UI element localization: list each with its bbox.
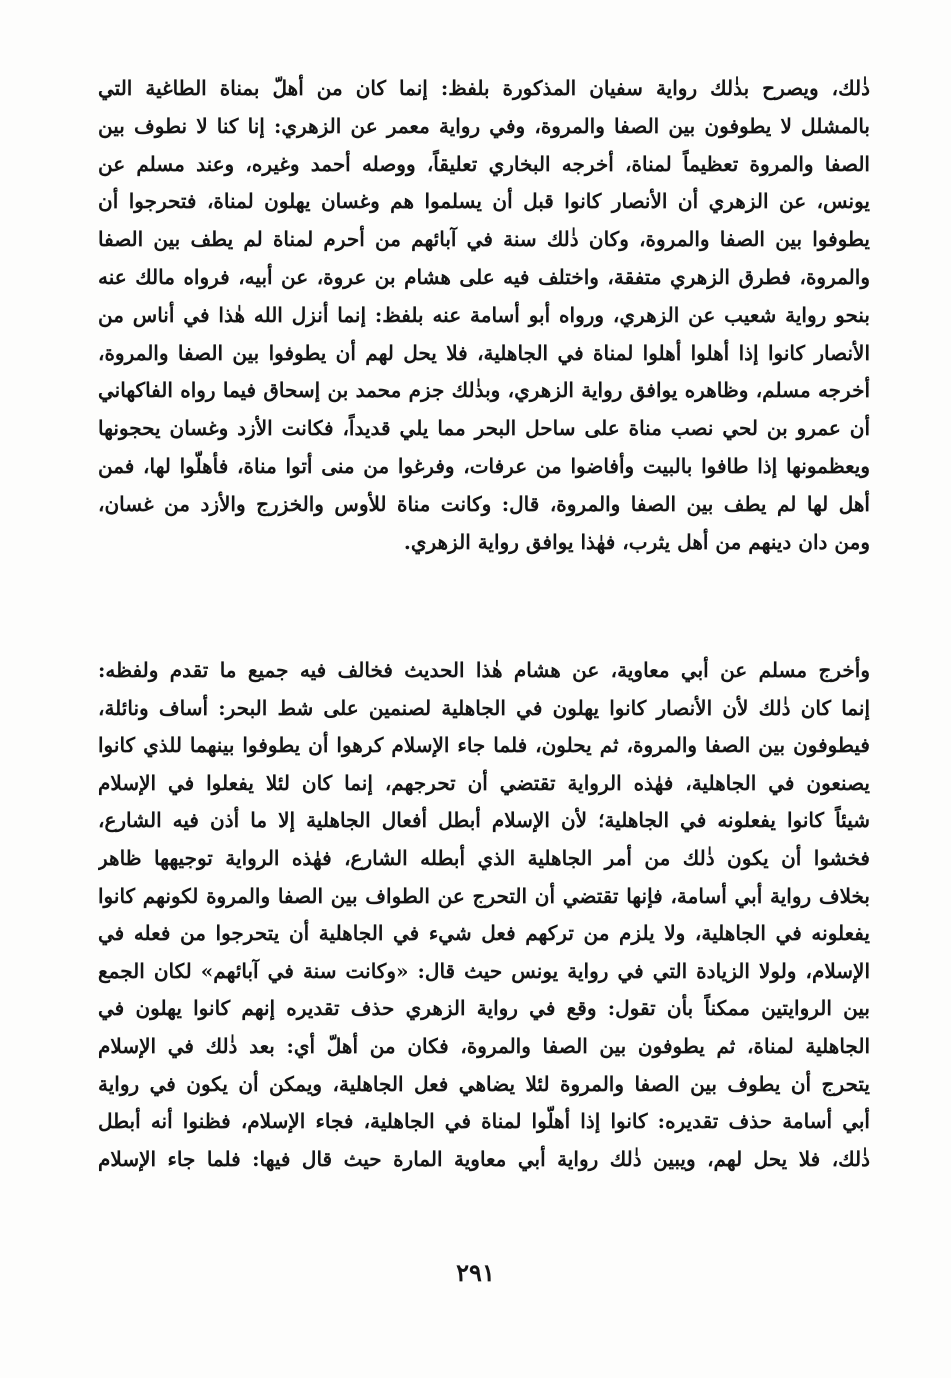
text-line: أخرجه مسلم، وظاهره يوافق رواية الزهري، وبذٰلك جزم محمد بن إسحاق فيما رواه الفاكهاني <box>98 378 870 403</box>
text-line: فيطوفون بين الصفا والمروة، ثم يحلون، فلما جاء الإسلام كرهوا أن يطوفوا بينهما للذي كانوا <box>98 733 870 758</box>
page-number: ٢٩١ <box>456 1258 495 1287</box>
text-line: بين الروايتين ممكناً بأن تقول: وقع في رواية الزهري حذف تقديره إنهم كانوا يهلون في <box>98 996 870 1021</box>
text-line: أبي أسامة حذف تقديره: كانوا إذا أهلّوا لمناة في الجاهلية، فجاء الإسلام، فظنوا أنه أبطل <box>98 1109 870 1134</box>
text-line: أن عمرو بن لحي نصب مناة على ساحل البحر مما يلي قديداً، فكانت الأزد وغسان يحجونها <box>98 416 870 441</box>
text-line: ذٰلك، فلا يحل لهم، ويبين ذٰلك رواية أبي معاوية المارة حيث قال فيها: فلما جاء الإسلام <box>98 1146 870 1171</box>
paragraph-2 <box>98 652 870 1178</box>
text-line: الصفا والمروة تعظيماً لمناة، أخرجه البخاري تعليقاً، ووصله أحمد وغيره، وعند مسلم عن <box>98 151 870 176</box>
text-line: بالمشلل لا يطوفون بين الصفا والمروة، وفي رواية معمر عن الزهري: إنا كنا لا نطوف بين <box>98 113 870 138</box>
text-line: يتحرج أن يطوف بين الصفا والمروة لئلا يضاهي فعل الجاهلية، ويمكن أن يكون في رواية <box>98 1071 870 1096</box>
text-line: أهل لها لم يطف بين الصفا والمروة، قال: وكانت مناة للأوس والخزرج والأزد من غسان، <box>98 491 870 516</box>
text-line: يفعلونه في الجاهلية، ولا يلزم من تركهم فعل شيء في الجاهلية أن يتحرجوا من فعله في <box>98 921 870 946</box>
text-line: فخشوا أن يكون ذٰلك من أمر الجاهلية الذي أبطله الشارع، فهٰذه الرواية توجيهها ظاهر <box>98 845 870 870</box>
text-line: إنما كان ذٰلك لأن الأنصار كانوا يهلون في الجاهلية لصنمين على شط البحر: أساف ونائلة، <box>98 695 870 720</box>
text-line: يصنعون في الجاهلية، فهٰذه الرواية تقتضي أن تحرجهم، إنما كان لئلا يفعلوا في الإسلام <box>98 770 870 795</box>
paragraph-1 <box>98 70 870 561</box>
text-line: شيئاً كانوا يفعلونه في الجاهلية؛ لأن الإسلام أبطل أفعال الجاهلية إلا ما أذن فيه الشارع، <box>98 808 870 833</box>
text-line: الأنصار كانوا إذا أهلوا أهلوا لمناة في الجاهلية، فلا يحل لهم أن يطوفوا بين الصفا والمروة، <box>98 340 870 365</box>
text-line: ويعظمونها إذا طافوا بالبيت وأفاضوا من عرفات، وفرغوا من منى أتوا مناة، فأهلّوا لها، فمن <box>98 453 870 478</box>
text-line: بخلاف رواية أبي أسامة، فإنها تقتضي أن التحرج عن الطواف بين الصفا والمروة لكونهم كانوا <box>98 883 870 908</box>
text-line: ومن دان دينهم من أهل يثرب، فهٰذا يوافق رواية الزهري. <box>403 529 870 554</box>
text-line: الجاهلية لمناة، ثم يطوفون بين الصفا والمروة، فكان من أهلّ أي: بعد ذٰلك في الإسلام <box>98 1033 870 1058</box>
text-line: والمروة، فطرق الزهري متفقة، واختلف فيه على هشام بن عروة، عن أبيه، فرواه مالك عنه <box>98 264 870 289</box>
text-line: ذٰلك، ويصرح بذٰلك رواية سفيان المذكورة بلفظ: إنما كان من أهلّ بمناة الطاغية التي <box>98 76 870 100</box>
text-line: الإسلام، ولولا الزيادة التي في رواية يونس حيث قال: «وكانت سنة في آبائهم» لكان الجمع <box>98 958 870 983</box>
text-line: يونس، عن الزهري أن الأنصار كانوا قبل أن يسلموا هم وغسان يهلون لمناة، فتحرجوا أن <box>98 189 870 214</box>
text-line: بنحو رواية شعيب عن الزهري، ورواه أبو أسامة عنه بلفظ: إنما أنزل الله هٰذا في أناس من <box>98 302 870 327</box>
text-line: يطوفوا بين الصفا والمروة، وكان ذٰلك سنة في آبائهم من أحرم لمناة لم يطف بين الصفا <box>98 227 870 252</box>
text-line: وأخرج مسلم عن أبي معاوية، عن هشام هٰذا الحديث فخالف فيه جميع ما تقدم ولفظه: <box>98 658 870 682</box>
